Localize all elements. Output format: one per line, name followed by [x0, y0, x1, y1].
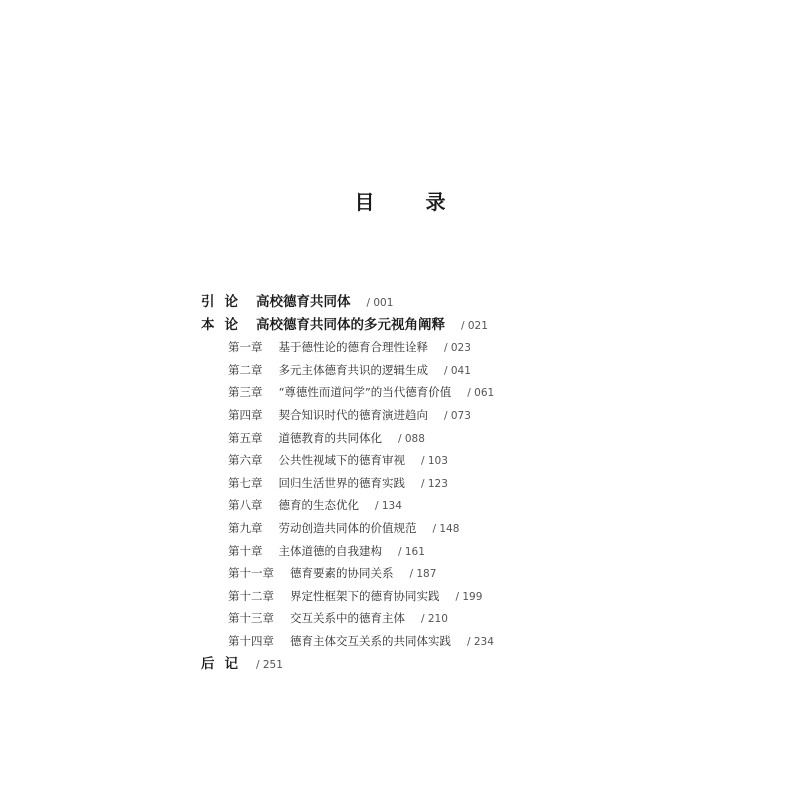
toc-entry-title: “尊德性而道问学”的当代德育价值 — [278, 385, 452, 400]
toc-chapter-entry — [228, 608, 448, 628]
toc-chapter-entry — [228, 586, 482, 606]
toc-chapter-entry — [228, 450, 448, 470]
toc-chapter-entry — [228, 405, 471, 425]
toc-page-number: / 041 — [444, 364, 471, 377]
toc-entry-title: 回归生活世界的德育实践 — [278, 475, 405, 490]
toc-chapter-entry — [228, 337, 471, 357]
toc-entry-title: 主体道德的自我建构 — [278, 543, 382, 558]
toc-entry-title: 德育要素的协同关系 — [290, 566, 394, 581]
toc-chapter-entry — [228, 541, 425, 561]
toc-page-number: / 103 — [421, 455, 448, 468]
toc-entry-title: 德育主体交互关系的共同体实践 — [290, 634, 451, 648]
toc-page-number: / 088 — [398, 432, 425, 445]
toc-entry-title: 高校德育共同体的多元视角阐释 — [256, 316, 445, 333]
toc-entry-title: 多元主体德育共识的逻辑生成 — [278, 362, 428, 377]
toc-chapter-entry — [228, 631, 494, 651]
toc-page-number: / 023 — [444, 342, 471, 355]
toc-page-number: / 021 — [461, 319, 488, 332]
toc-page-number: / 210 — [421, 613, 448, 626]
toc-chapter-entry — [228, 495, 402, 515]
toc-section-entry — [201, 315, 488, 335]
toc-page-number: / 148 — [432, 523, 460, 535]
toc-entry-label: 第十三章 — [228, 611, 274, 626]
toc-entry-title: 界定性框架下的德育协同实践 — [290, 588, 440, 603]
toc-chapter-entry — [228, 382, 494, 402]
toc-entry-label: 第三章 — [228, 385, 263, 400]
toc-page-number: / 187 — [409, 568, 437, 581]
toc-entry-label: 本论 — [201, 316, 248, 333]
toc-entry-label: 第六章 — [228, 453, 263, 468]
toc-entry-label: 第十一章 — [228, 566, 274, 581]
toc-page-number: / 234 — [467, 636, 494, 648]
toc-chapter-entry — [228, 360, 471, 380]
toc-entry-label: 第一章 — [228, 340, 263, 355]
toc-chapter-entry — [228, 518, 459, 538]
toc-entry-label: 第十二章 — [228, 588, 274, 603]
toc-section-entry — [201, 292, 393, 312]
toc-page-number: / 061 — [467, 387, 495, 400]
toc-page-number: / 123 — [421, 477, 448, 490]
toc-entry-label: 第七章 — [228, 475, 263, 490]
toc-page-number: / 073 — [444, 410, 471, 422]
toc-chapter-entry — [228, 428, 425, 448]
toc-entry-label: 第五章 — [228, 430, 263, 445]
toc-entry-title: 德育的生态优化 — [278, 498, 359, 513]
toc-entry-label: 引论 — [201, 294, 248, 310]
toc-page-number: / 251 — [256, 658, 283, 671]
toc-entry-label: 第十章 — [228, 543, 263, 558]
toc-entry-label: 第十四章 — [228, 634, 274, 648]
toc-page-number: / 161 — [398, 545, 425, 558]
toc-entry-label: 第四章 — [228, 408, 263, 422]
toc-entry-title: 基于德性论的德育合理性诠释 — [278, 340, 428, 355]
toc-page-number: / 001 — [366, 297, 394, 309]
toc-entry-label: 第八章 — [228, 498, 263, 513]
toc-entry-title: 道德教育的共同体化 — [278, 430, 382, 445]
toc-page-number: / 199 — [455, 590, 483, 603]
toc-entry-label: 第二章 — [228, 362, 263, 377]
toc-chapter-entry — [228, 563, 436, 583]
toc-entry-title: 高校德育共同体 — [256, 294, 351, 310]
page-title: 目 录 — [354, 190, 468, 214]
toc-chapter-entry — [228, 473, 448, 493]
toc-entry-label: 第九章 — [228, 521, 263, 535]
toc-section-entry — [201, 654, 283, 674]
toc-entry-title: 交互关系中的德育主体 — [290, 611, 405, 626]
toc-entry-title: 劳动创造共同体的价值规范 — [278, 521, 417, 535]
toc-page-number: / 134 — [375, 500, 402, 513]
toc-entry-title: 契合知识时代的德育演进趋向 — [278, 408, 428, 422]
toc-entry-label: 后记 — [201, 655, 248, 672]
toc-entry-title: 公共性视域下的德育审视 — [278, 453, 405, 468]
